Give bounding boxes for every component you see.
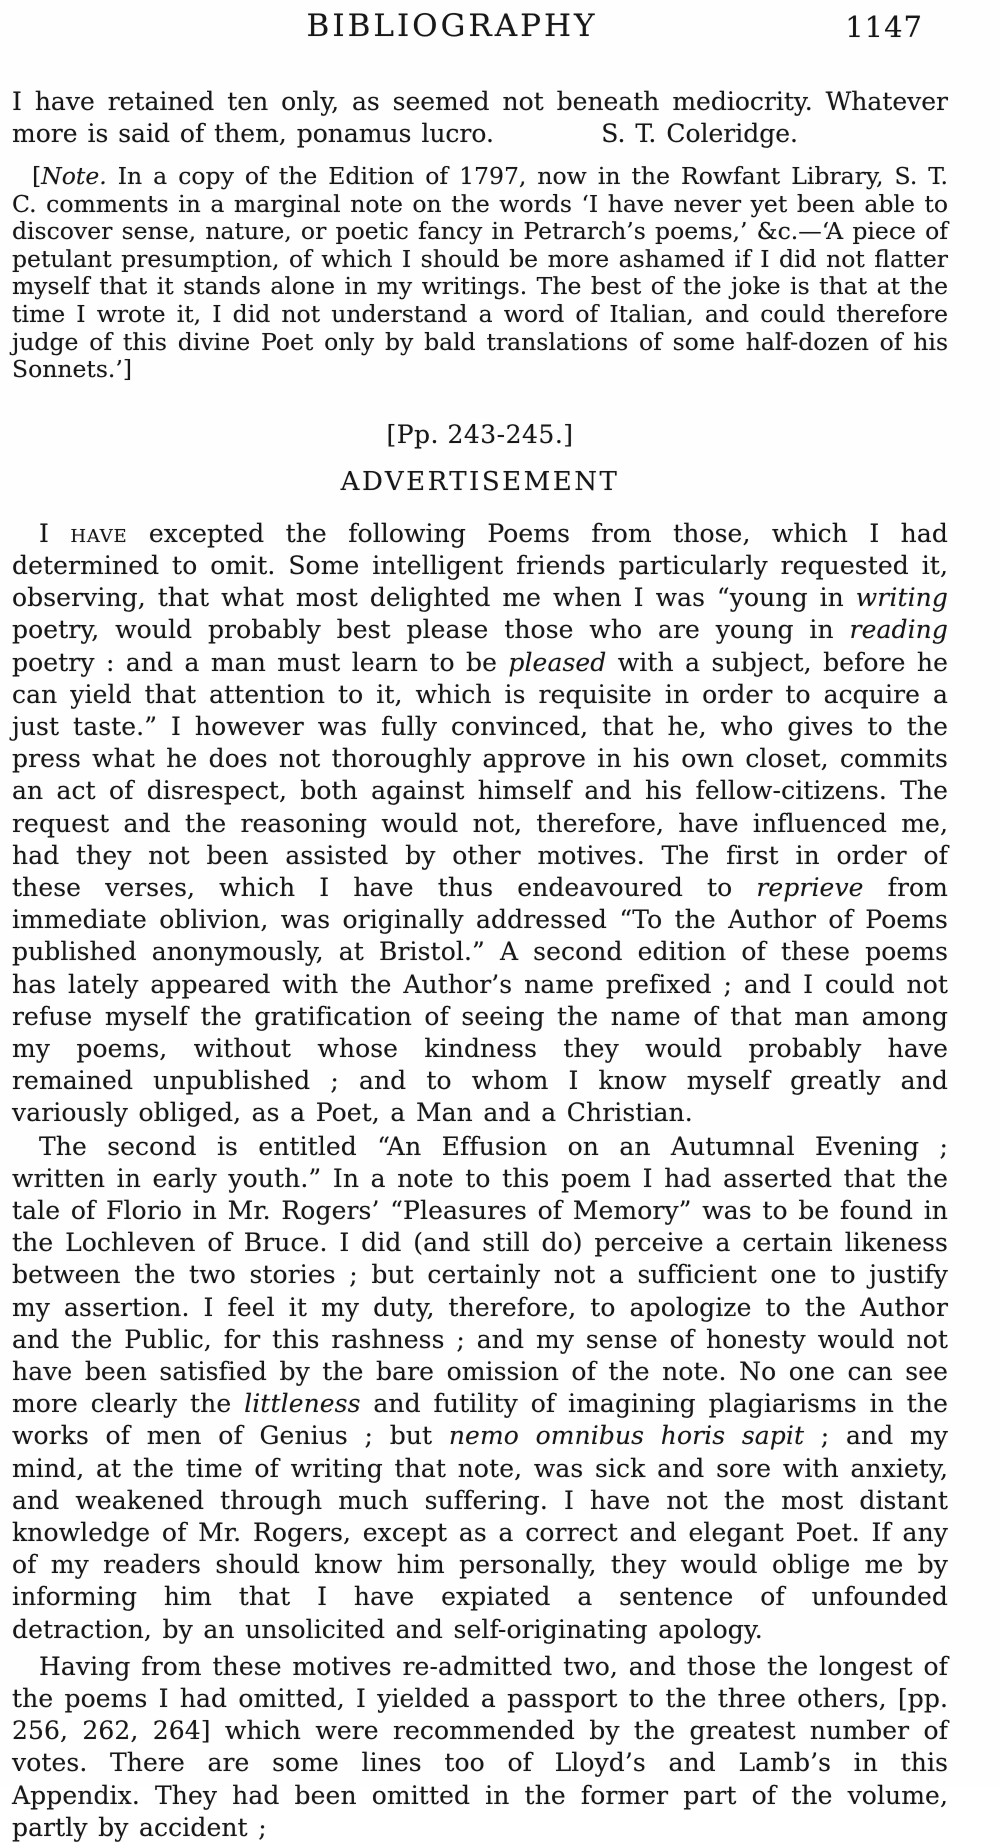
page-header <box>12 6 948 54</box>
pages-reference: [Pp. 243-245.] <box>386 419 574 449</box>
advertisement-paragraph-3: Having from these motives re-admitted two, and those the longest of the poems I had omitted, I yielded a passport to the three others, [pp. 256, 262, 264] which were recommended by the greatest number of votes. There are some lines too of Lloyd’s and Lamb’s in this Appendix. They had been omitted in the former part of the volume, partly by accident ; <box>12 1651 948 1842</box>
section-heading: ADVERTISEMENT <box>340 466 620 497</box>
epigraph-text: I have retained ten only, as seemed not beneath mediocrity. Whatever more is said of them, ponamus lucro. <box>12 87 948 148</box>
epigraph-signature: S. T. Coleridge. <box>601 119 798 148</box>
epigraph <box>12 86 948 150</box>
advertisement-paragraph-2: The second is entitled “An Effusion on an Autumnal Evening ; written in early youth.” In a note to this poem I had asserted that the tale of Florio in Mr. Rogers’ “Pleasures of Memory” was to be found in the Lochleven of Bruce. I did (and still do) perceive a certain likeness between the two stories ; but certainly not a sufficient one to justify my assertion. I feel it my duty, therefore, to apologize to the Author and the Public, for this rashness ; and my sense of honesty would not have been satisfied by the bare omission of the note. No one can see more clearly the littleness and futility of imagining plagiarisms in the works of men of Genius ; but nemo omnibus horis sapit ; and my mind, at the time of writing that note, was sick and sore with anxiety, and weakened through much suffering. I have not the most distant knowledge of Mr. Rogers, except as a correct and elegant Poet. If any of my readers should know him personally, they would oblige me by informing him that I have expiated a sentence of unfounded detraction, by an unsolicited and self-originating apology. <box>12 1131 948 1644</box>
page-number: 1147 <box>845 10 923 44</box>
advertisement-paragraph-1: I have excepted the following Poems from those, which I had determined to omit. Some intelligent friends particularly requested it, observing, that what most delighted me when I was “young in writing poetry, would probably best please those who are young in reading poetry : and a man must learn to be pleased with a subject, before he can yield that attention to it, which is requisite in order to acquire a just taste.” I however was fully convinced, that he, who gives to the press what he does not thoroughly approve in his own closet, commits an act of disrespect, both against himself and his fellow-citizens. The request and the reasoning would not, therefore, have influenced me, had they not been assisted by other motives. The first in order of these verses, which I have thus endeavoured to reprieve from immediate oblivion, was originally addressed “To the Author of Poems published anonymously, at Bristol.” A second edition of these poems has lately appeared with the Author’s name prefixed ; and I could not refuse myself the gratification of seeing the name of that man among my poems, without whose kindness they would probably have remained unpublished ; and to whom I know myself greatly and variously obliged, as a Poet, a Man and a Christian. <box>12 518 948 1128</box>
editorial-note-paragraph: [Note. In a copy of the Edition of 1797, now in the Rowfant Library, S. T. C. comments in a marginal note on the words ‘I have never yet been able to discover sense, nature, or poetic fancy in Petrarch’s poems,’ &c.—‘A piece of petulant presumption, of which I should be more ashamed if I did not flatter myself that it stands alone in my writings. The best of the joke is that at the time I wrote it, I did not understand a word of Italian, and could therefore judge of this divine Poet only by bald translations of some half-dozen of his Sonnets.’] <box>12 162 948 384</box>
running-head-title: BIBLIOGRAPHY <box>306 8 598 44</box>
